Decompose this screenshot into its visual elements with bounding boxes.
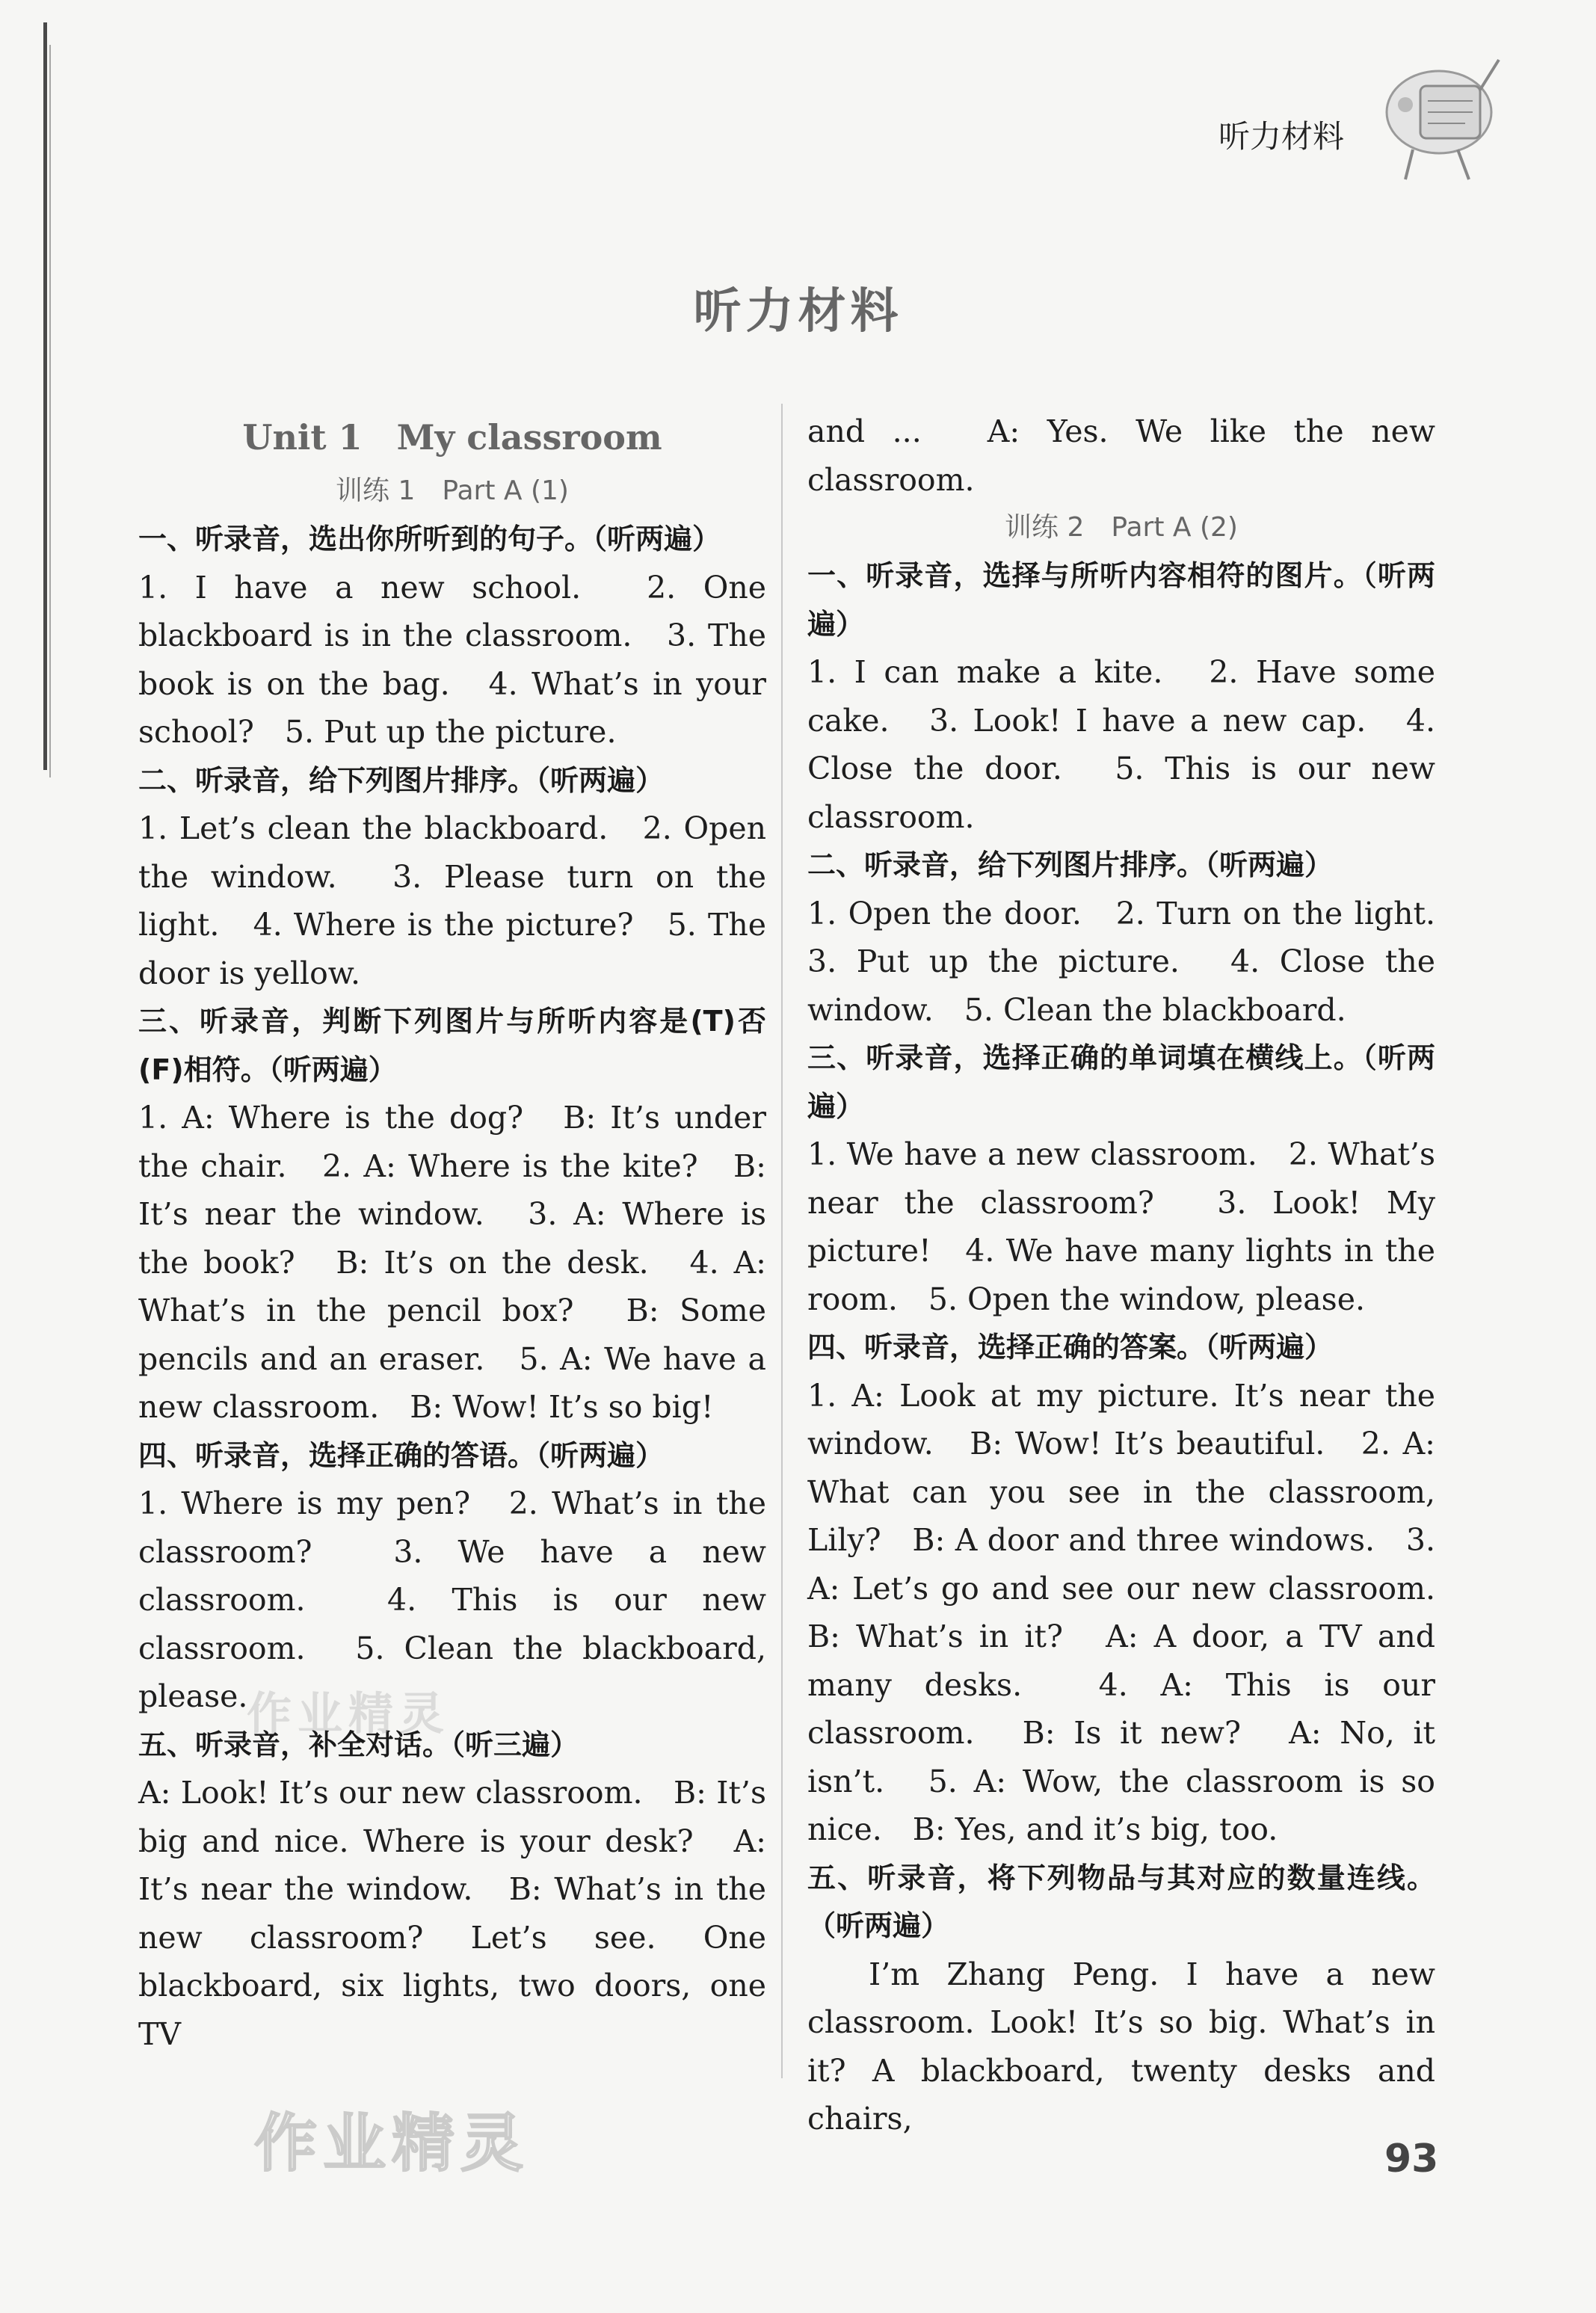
binding-edge — [43, 22, 47, 770]
page-number: 93 — [1384, 2137, 1439, 2181]
section-heading: 一、听录音，选择与所听内容相符的图片。（听两遍） — [807, 559, 1435, 641]
section-heading: 五、听录音，补全对话。（听三遍） — [138, 1728, 579, 1761]
section-heading: 四、听录音，选择正确的答案。（听两遍） — [807, 1331, 1334, 1364]
section-heading: 二、听录音，给下列图片排序。（听两遍） — [138, 763, 665, 797]
continued-text: and ... A: Yes. We like the new classroom. — [807, 413, 1435, 498]
training-title: 训练 1 Part A (1) — [336, 475, 569, 506]
section-body: 1. We have a new classroom. 2. What’s near the classroom? 3. Look! My picture! 4. We have many lights in the room. 5. Open the window, please. — [807, 1136, 1435, 1317]
binding-edge-shadow — [49, 45, 51, 777]
mascot-illustration — [1368, 45, 1518, 187]
training-title: 训练 2 Part A (2) — [1005, 512, 1238, 543]
section-body: 1. Let’s clean the blackboard. 2. Open the window. 3. Please turn on the light. 4. Where is the picture? 5. The door is yellow. — [138, 810, 766, 991]
watermark: 作业精灵 — [254, 2107, 530, 2180]
section-body: A: Look! It’s our new classroom. B: It’s big and nice. Where is your desk? A: It’s near the window. B: What’s in the new classroom? Let’s see. One blackboard, six lights, two doors, one TV — [138, 1775, 766, 2052]
section-heading: 四、听录音，选择正确的答语。（听两遍） — [138, 1438, 665, 1472]
section-heading: 二、听录音，给下列图片排序。（听两遍） — [807, 848, 1334, 881]
running-header: 听力材料 — [1218, 118, 1345, 155]
section-body: 1. Open the door. 2. Turn on the light. 3. Put up the picture. 4. Close the window. 5. Clean the blackboard. — [807, 895, 1466, 1028]
section-body: I’m Zhang Peng. I have a new classroom. Look! It’s so big. What’s in it? A blackboard, twenty desks and chairs, — [807, 1956, 1435, 2137]
section-body: 1. I can make a kite. 2. Have some cake. 3. Look! I have a new cap. 4. Close the door. 5. This is our new classroom. — [807, 654, 1435, 835]
left-column — [138, 407, 766, 2058]
column-divider — [781, 404, 783, 2078]
section-heading: 三、听录音，选择正确的单词填在横线上。（听两遍） — [807, 1041, 1435, 1123]
right-column — [807, 407, 1466, 2143]
section-body: 1. I have a new school. 2. One blackboard is in the classroom. 3. The book is on the bag. 4. What’s in your school? 5. Put up the picture. — [138, 569, 766, 750]
section-body: 1. Where is my pen? 2. What’s in the classroom? 3. We have a new classroom. 4. This is our new classroom. 5. Clean the blackboard, please. — [138, 1485, 766, 1714]
section-heading: 三、听录音，判断下列图片与所听内容是(T)否(F)相符。（听两遍） — [138, 1005, 766, 1086]
section-heading: 五、听录音，将下列物品与其对应的数量连线。（听两遍） — [807, 1861, 1435, 1942]
watermark: 作业精灵 — [247, 1688, 450, 1740]
section-body: 1. A: Look at my picture. It’s near the window. B: Wow! It’s beautiful. 2. A: What can you see in the classroom, Lily? B: A door and three windows. 3. A: Let’s go and see our new classroom. B: What’s in it? A: A door, a TV and many desks. 4. A: This is our classroom. B: Is it new? A: No, it isn’t. 5. A: Wow, the classroom is so nice. B: Yes, and it’s big, too. — [807, 1377, 1466, 1847]
unit-title: Unit 1 My classroom — [242, 417, 662, 458]
section-heading: 一、听录音，选出你所听到的句子。（听两遍） — [138, 523, 721, 555]
section-body: 1. A: Where is the dog? B: It’s under the chair. 2. A: Where is the kite? B: It’s near the window. 3. A: Where is the book? B: It’s on the desk. 4. A: What’s in the pencil box? B: Some pencils and an eraser. 5. A: We have a new classroom. B: Wow! It’s so big! — [138, 1100, 766, 1425]
page-title: 听力材料 — [693, 284, 903, 339]
